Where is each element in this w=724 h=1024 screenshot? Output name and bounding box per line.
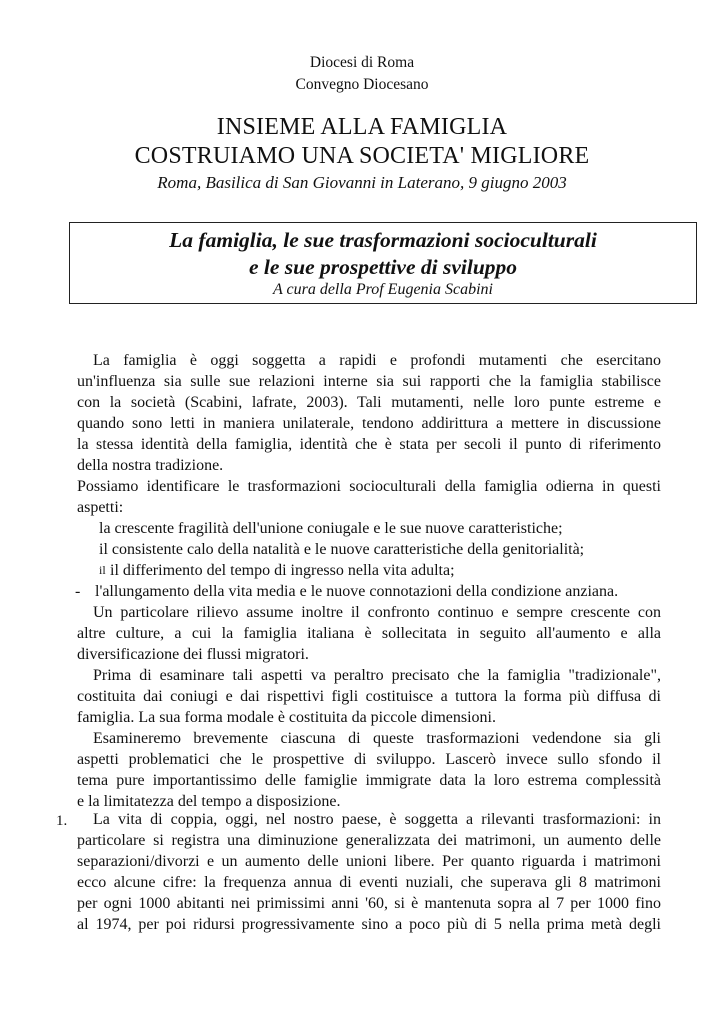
list-marker: - — [75, 583, 81, 600]
paragraph-line: aspetti: — [77, 499, 124, 516]
main-title-line-2: COSTRUIAMO UNA SOCIETA' MIGLIORE — [134, 143, 590, 169]
paragraph-line: Un particolare rilievo assume inoltre il confronto continuo e sempre crescente con — [93, 604, 661, 621]
convention-name: Convegno Diocesano — [295, 76, 429, 93]
paragraph-line: della nostra tradizione. — [77, 457, 224, 474]
paragraph-line: altre culture, a cui la famiglia italiana è sollecitata in seguito all'aumento e alla — [77, 625, 661, 642]
paragraph-line: la stessa identità della famiglia, identità che è stata per secoli il punto di riferimento — [77, 436, 661, 453]
paragraph-line: La famiglia è oggi soggetta a rapidi e profondi mutamenti che esercitano — [93, 352, 661, 369]
paragraph-line: con la società (Scabini, lafrate, 2003). Tali mutamenti, nelle loro punte estreme e — [77, 394, 661, 411]
event-place-date: Roma, Basilica di San Giovanni in Laterano, 9 giugno 2003 — [157, 173, 567, 192]
paragraph-line: e la limitatezza del tempo a disposizione. — [77, 793, 341, 810]
list-item: il differimento del tempo di ingresso nella vita adulta; — [110, 562, 455, 579]
paragraph-line: un'influenza sia sulle sue relazioni interne sia sui rapporti che la famiglia stabilisce — [77, 373, 661, 390]
diocese-name: Diocesi di Roma — [309, 54, 415, 71]
paragraph-line: tema pure importantissimo delle famiglie immigrate data la loro estrema complessità — [77, 772, 661, 789]
paragraph-line: La vita di coppia, oggi, nel nostro paese, è soggetta a rilevanti trasformazioni: in — [93, 811, 661, 828]
talk-title-line-2: e le sue prospettive di sviluppo — [248, 255, 518, 279]
paragraph-line: separazioni/divorzi e un aumento delle unioni libere. Per quanto riguarda i matrimoni — [77, 853, 661, 870]
paragraph-line: aspetti problematici che le prospettive di sviluppo. Lascerò invece sullo sfondo il — [77, 751, 661, 768]
talk-title-line-1: La famiglia, le sue trasformazioni socioculturali — [169, 228, 597, 252]
paragraph-line: quando sono letti in maniera unilaterale, tendono addirittura a mettere in discussione — [77, 415, 661, 432]
paragraph-line: al 1974, per poi ridursi progressivamente sino a poco più di 5 nella prima metà degli — [77, 916, 661, 933]
talk-author: A cura della Prof Eugenia Scabini — [273, 281, 493, 298]
paragraph-line: Possiamo identificare le trasformazioni socioculturali della famiglia odierna in questi — [77, 478, 661, 495]
list-item: il consistente calo della natalità e le nuove caratteristiche della genitorialità; — [99, 541, 585, 558]
paragraph-line: diversificazione dei flussi migratori. — [77, 646, 309, 663]
section-number: 1. — [56, 813, 68, 829]
paragraph-line: Prima di esaminare tali aspetti va peraltro precisato che la famiglia "tradizionale", — [93, 667, 661, 684]
paragraph-line: ecco alcune cifre: la frequenza annua di eventi nuziali, che superava gli 8 matrimoni — [77, 874, 661, 891]
paragraph-line: costituita dai coniugi e dai rispettivi figli costituisce a tuttora la forma più diffusa di — [77, 688, 661, 705]
paragraph-line: per ogni 1000 abitanti nei primissimi anni '60, si è mantenuta sopra al 7 per 1000 fino — [77, 895, 661, 912]
paragraph-line: famiglia. La sua forma modale è costituita da piccole dimensioni. — [77, 709, 496, 726]
main-title-line-1: INSIEME ALLA FAMIGLIA — [216, 114, 508, 140]
list-item: l'allungamento della vita media e le nuove connotazioni della condizione anziana. — [95, 583, 619, 600]
list-marker: il — [99, 563, 106, 577]
list-item: la crescente fragilità dell'unione coniugale e le sue nuove caratteristiche; — [99, 520, 563, 537]
talk-title-box — [69, 222, 697, 304]
paragraph-line: Esamineremo brevemente ciascuna di queste trasformazioni vedendone sia gli — [93, 730, 661, 747]
paragraph-line: particolare si registra una diminuzione generalizzata dei matrimoni, un aumento delle — [77, 832, 661, 849]
